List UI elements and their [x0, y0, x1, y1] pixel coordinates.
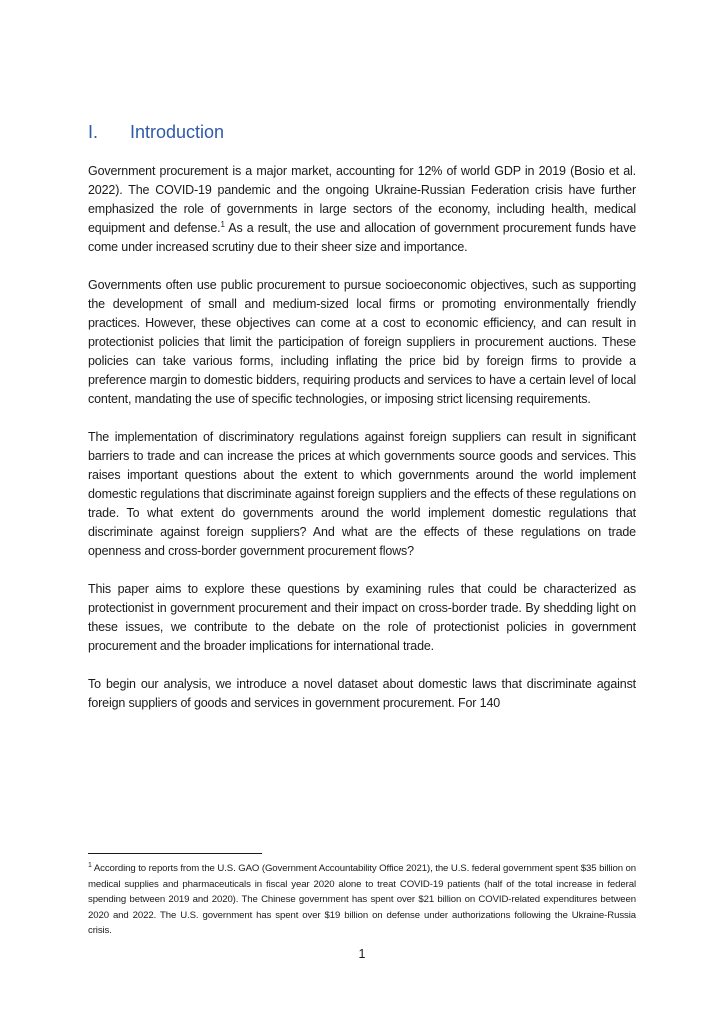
page-number: 1	[358, 947, 366, 961]
footnote-mark: 1	[88, 861, 92, 869]
paragraph-3: The implementation of discriminatory regulations against foreign suppliers can result in significant barriers to trade and can increase the prices at which governments source goods and services. This raises important questions about the extent to which governments around the world implement domestic regulations that discriminate against foreign suppliers and the effects of these regulations on trade. To what extent do governments around the world implement domestic regulations that discriminate against foreign suppliers? And what are the effects of these regulations on trade openness and cross-border government procurement flows?	[88, 430, 636, 558]
section-number: I.	[88, 122, 99, 142]
footnote-separator	[88, 853, 262, 854]
paragraph-1-text: Government procurement is a major market, accounting for 12% of world GDP in 2019 (Bosio et al. 2022). The COVID-19 pandemic and the ongoing Ukraine-Russian Federation crisis have further emphasized the role of governments in large sectors of the economy, including health, medical equipment and defense.	[88, 164, 636, 235]
paragraph-1	[88, 162, 636, 257]
footnote-text: According to reports from the U.S. GAO (Government Accountability Office 2021), the U.S. federal government spent $35 billion on medical supplies and pharmaceuticals in fiscal year 2020 alone to treat COVID-19 patients (half of the total increase in federal spending between 2019 and 2020). The Chinese government has spent over $21 billion on COVID-related expenditures between 2020 and 2022. The U.S. government has spent over $19 billion on defense under authorizations following the Ukraine-Russia crisis.	[88, 863, 636, 936]
paragraph-2: Governments often use public procurement to pursue socioeconomic objectives, such as supporting the development of small and medium-sized local firms or promoting environmentally friendly practices. However, these objectives can come at a cost to economic efficiency, and can result in protectionist policies that limit the participation of foreign suppliers in procurement auctions. These policies can take various forms, including inflating the price bid by foreign firms to provide a preference margin to domestic bidders, requiring products and services to have a certain level of local content, mandating the use of specific technologies, or imposing strict licensing requirements.	[88, 278, 636, 406]
section-heading	[88, 120, 224, 144]
paragraph-5: To begin our analysis, we introduce a novel dataset about domestic laws that discriminate against foreign suppliers of goods and services in government procurement. For 140	[88, 677, 636, 710]
footnote	[88, 861, 636, 939]
paragraph-1-text-continued: As a result, the use and allocation of government procurement funds have come under increased scrutiny due to their sheer size and importance.	[88, 221, 636, 254]
body-text	[88, 162, 636, 732]
paragraph-4: This paper aims to explore these questions by examining rules that could be characterized as protectionist in government procurement and their impact on cross-border trade. By shedding light on these issues, we contribute to the debate on the role of protectionist policies in government procurement and the broader implications for international trade.	[88, 582, 636, 653]
footnote-reference: 1	[220, 219, 225, 229]
section-title: Introduction	[130, 122, 225, 142]
